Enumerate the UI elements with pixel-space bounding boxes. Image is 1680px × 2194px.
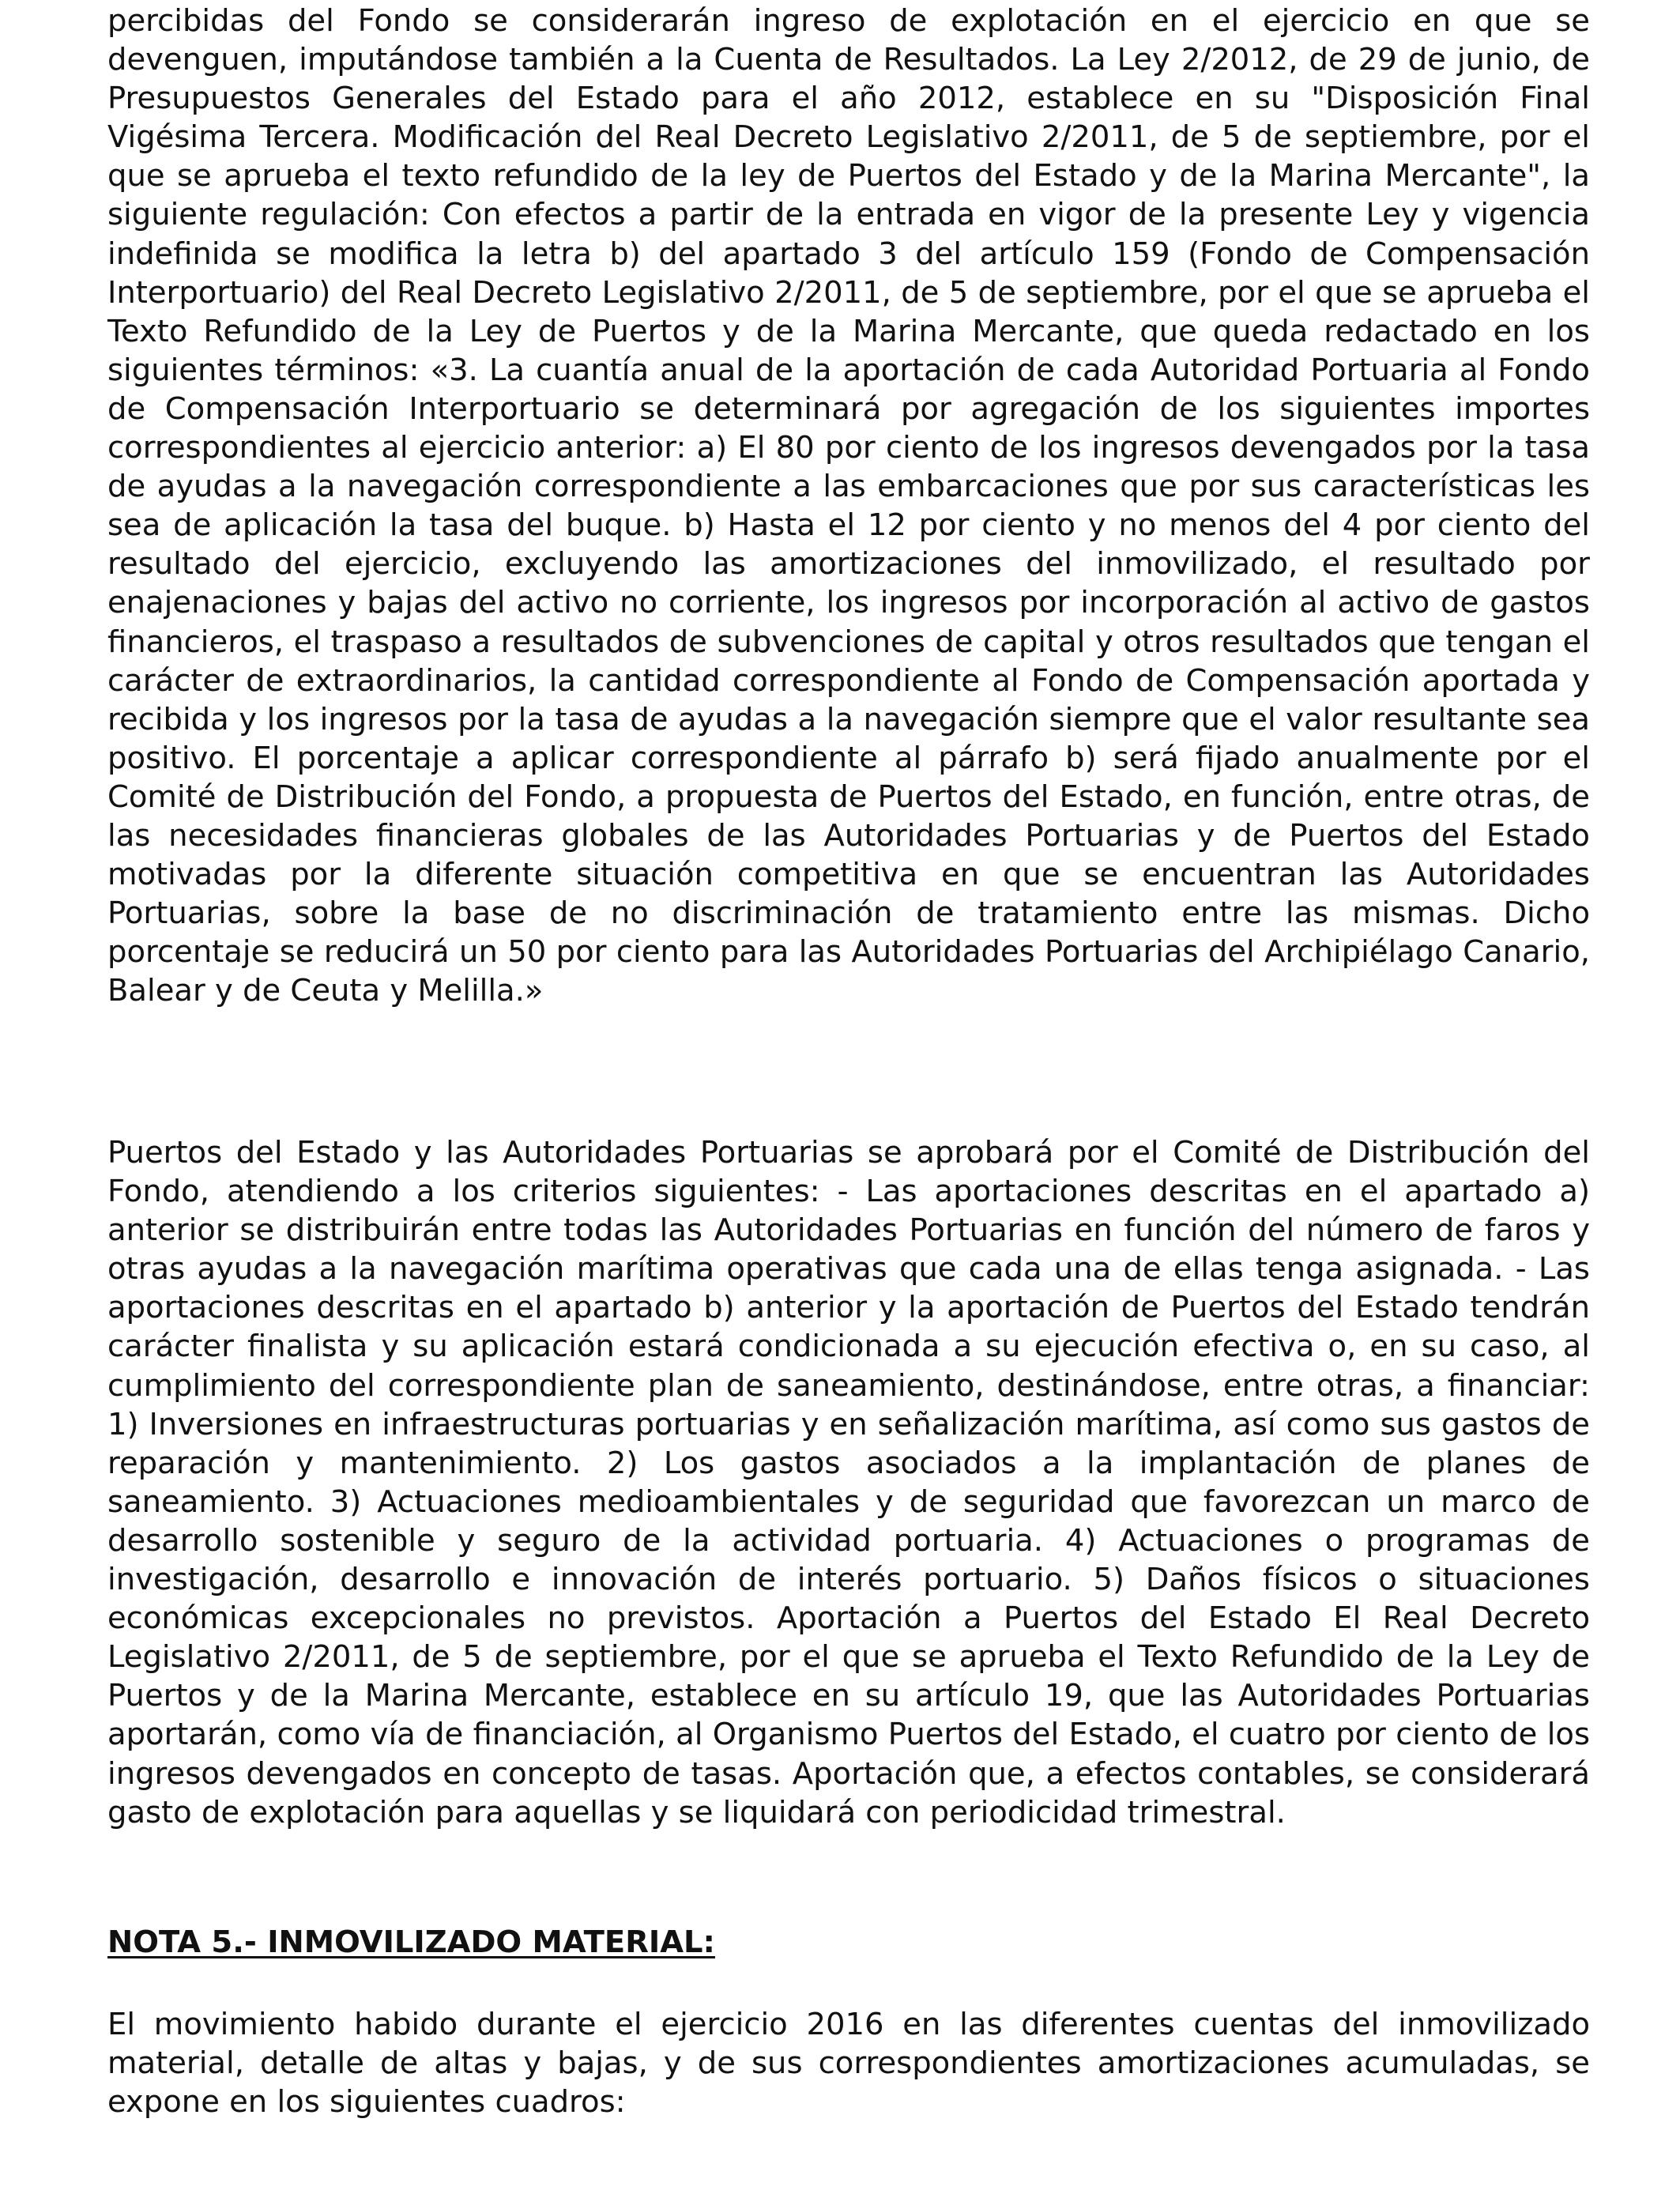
body-paragraph-fondo-compensacion: percibidas del Fondo se considerarán ingreso de explotación en el ejercicio en que se devenguen, imputándose también a la Cuenta de Resultados. La Ley 2/2012, de 29 de junio, de Presupuestos Generales del Estado para el año 2012, establece en su "Disposición Final Vigésima Tercera. Modificación del Real Decreto Legislativo 2/2011, de 5 de septiembre, por el que se aprueba el texto refundido de la ley de Puertos del Estado y de la Marina Mercante", la siguiente regulación: Con efectos a partir de la entrada en vigor de la presente Ley y vigencia indefinida se modifica la letra b) del apartado 3 del artículo 159 (Fondo de Compensación Interportuario) del Real Decreto Legislativo 2/2011, de 5 de septiembre, por el que se aprueba el Texto Refundido de la Ley de Puertos y de la Marina Mercante, que queda redactado en los siguientes términos: «3. La cuantía anual de la aportación de cada Autoridad Portuaria al Fondo de Compensación Interportuario se determinará por agregación de los siguientes importes correspondientes al ejercicio anterior: a) El 80 por ciento de los ingresos devengados por la tasa de ayudas a la navegación correspondiente a las embarcaciones que por sus características les sea de aplicación la tasa del buque. b) Hasta el 12 por ciento y no menos del 4 por ciento del resultado del ejercicio, excluyendo las amortizaciones del inmovilizado, el resultado por enajenaciones y bajas del activo no corriente, los ingresos por incorporación al activo de gastos financieros, el traspaso a resultados de subvenciones de capital y otros resultados que tengan el carácter de extraordinarios, la cantidad correspondiente al Fondo de Compensación aportada y recibida y los ingresos por la tasa de ayudas a la navegación siempre que el valor resultante sea positivo. El porcentaje a aplicar correspondiente al párrafo b) será fijado anualmente por el Comité de Distribución del Fondo, a propuesta de Puertos del Estado, en función, entre otras, de las necesidades financieras globales de las Autoridades Portuarias y de Puertos del Estado motivadas por la diferente situación competitiva en que se encuentran las Autoridades Portuarias, sobre la base de no discriminación de tratamiento entre las mismas. Dicho porcentaje se reducirá un 50 por ciento para las Autoridades Portuarias del Archipiélago Canario, Balear y de Ceuta y Melilla.» <box>107 3 1590 1009</box>
section-heading-nota-5: NOTA 5.- INMOVILIZADO MATERIAL: <box>107 1924 715 1960</box>
body-paragraph-inmovilizado: El movimiento habido durante el ejercicio 2016 en las diferentes cuentas del inmovilizado material, detalle de altas y bajas, y de sus correspondientes amortizaciones acumuladas, se expone en los siguientes cuadros: <box>107 2007 1590 2120</box>
body-paragraph-distribucion: Puertos del Estado y las Autoridades Portuarias se aprobará por el Comité de Distribución del Fondo, atendiendo a los criterios siguientes: - Las aportaciones descritas en el apartado a) anterior se distribuirán entre todas las Autoridades Portuarias en función del número de faros y otras ayudas a la navegación marítima operativas que cada una de ellas tenga asignada. - Las aportaciones descritas en el apartado b) anterior y la aportación de Puertos del Estado tendrán carácter finalista y su aplicación estará condicionada a su ejecución efectiva o, en su caso, al cumplimiento del correspondiente plan de saneamiento, destinándose, entre otras, a financiar: 1) Inversiones en infraestructuras portuarias y en señalización marítima, así como sus gastos de reparación y mantenimiento. 2) Los gastos asociados a la implantación de planes de saneamiento. 3) Actuaciones medioambientales y de seguridad que favorezcan un marco de desarrollo sostenible y seguro de la actividad portuaria. 4) Actuaciones o programas de investigación, desarrollo e innovación de interés portuario. 5) Daños físicos o situaciones económicas excepcionales no previstos. Aportación a Puertos del Estado El Real Decreto Legislativo 2/2011, de 5 de septiembre, por el que se aprueba el Texto Refundido de la Ley de Puertos y de la Marina Mercante, establece en su artículo 19, que las Autoridades Portuarias aportarán, como vía de financiación, al Organismo Puertos del Estado, el cuatro por ciento de los ingresos devengados en concepto de tasas. Aportación que, a efectos contables, se considerará gasto de explotación para aquellas y se liquidará con periodicidad trimestral. <box>107 1135 1590 1830</box>
